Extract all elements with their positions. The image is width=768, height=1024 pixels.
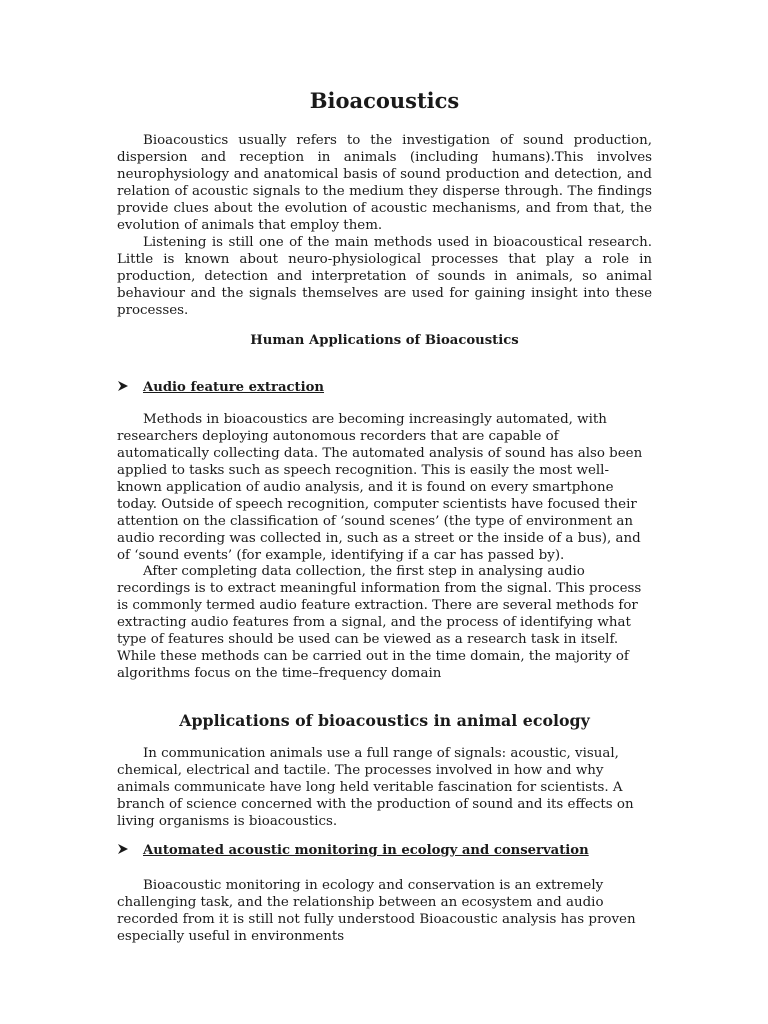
animal-ecology-paragraph-2: Bioacoustic monitoring in ecology and conservation is an extremely challenging task, and the relationship between an ecosystem and audio recorded from it is still not fully understood Bioacoustic analysis has proven especially useful in environments <box>117 878 636 944</box>
human-applications-paragraph-1: Methods in bioacoustics are becoming increasingly automated, with researchers deploying autonomous recorders that are capable of automatically collecting data. The automated analysis of sound has also been applied to tasks such as speech recognition. This is easily the most well-known application of audio analysis, and it is found on every smartphone today. Outside of speech recognition, computer scientists have focused their attention on the classification of ‘sound scenes’ (the type of environment an audio recording was collected in, such as a street or the inside of a bus), and of ‘sound events’ (for example, identifying if a car has passed by). <box>117 412 643 563</box>
human-applications-paragraph-2: After completing data collection, the first step in analysing audio recordings is to extract meaningful information from the signal. This process is commonly termed audio feature extraction. There are several methods for extracting audio features from a signal, and the process of identifying what type of features should be used can be viewed as a research task in itself. While these methods can be carried out in the time domain, the majority of algorithms focus on the time–frequency domain <box>117 564 642 681</box>
intro-paragraph-1: Bioacoustics usually refers to the investigation of sound production, dispersion and reception in animals (including humans).This involves neurophysiology and anatomical basis of sound production and detection, and relation of acoustic signals to the medium they disperse through. The findings provide clues about the evolution of acoustic mechanisms, and from that, the evolution of animals that employ them. <box>117 133 652 233</box>
intro-paragraph-2: Listening is still one of the main methods used in bioacoustical research. Little is known about neuro-physiological processes that play a role in production, detection and interpretation of sounds in animals, so animal behaviour and the signals themselves are used for gaining insight into these processes. <box>117 235 652 318</box>
arrowhead-bullet-icon <box>117 843 143 858</box>
animal-ecology-heading: Applications of bioacoustics in animal ecology <box>179 711 590 730</box>
animal-ecology-paragraph-1: In communication animals use a full range of signals: acoustic, visual, chemical, electrical and tactile. The processes involved in how and why animals communicate have long held veritable fascination for scientists. A branch of science concerned with the production of sound and its effects on living organisms is bioacoustics. <box>117 746 634 829</box>
automated-acoustic-monitoring-bullet <box>117 843 652 858</box>
automated-acoustic-monitoring-label: Automated acoustic monitoring in ecology and conservation <box>143 843 589 858</box>
arrowhead-bullet-icon <box>117 380 143 395</box>
audio-feature-extraction-bullet <box>117 380 652 395</box>
document-title: Bioacoustics <box>309 88 460 113</box>
audio-feature-extraction-label: Audio feature extraction <box>143 380 325 395</box>
human-applications-heading: Human Applications of Bioacoustics <box>250 333 519 348</box>
